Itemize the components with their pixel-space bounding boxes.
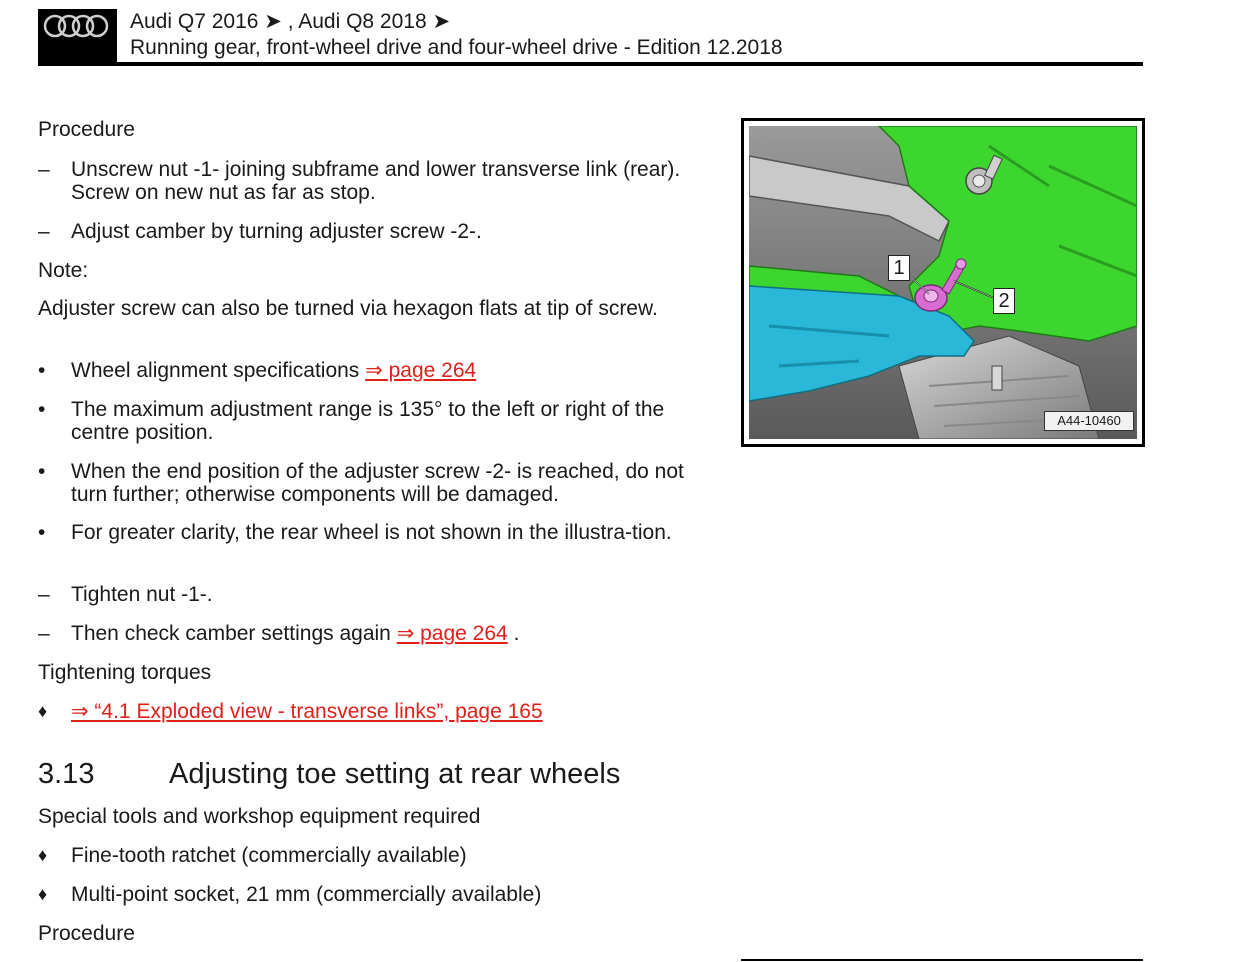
diamond-marker: ♦ [38, 845, 48, 865]
bullet-text: For greater clarity, the rear wheel is not shown in the illustra-tion. [71, 521, 672, 544]
document-header [38, 6, 1143, 66]
tightening-torques-label: Tightening torques [38, 661, 212, 684]
step-text: Tighten nut -1-. [71, 583, 213, 606]
dash-marker: – [38, 220, 50, 243]
bullet-text: The maximum adjustment range is 135° to the left or right of the centre position. [71, 398, 665, 444]
step-text: Unscrew nut -1- joining subframe and lower transverse link (rear). Screw on new nut as far as stop. [71, 158, 681, 204]
dash-marker: – [38, 622, 50, 645]
step-text: Adjust camber by turning adjuster screw -2-. [71, 220, 482, 243]
step-end-punctuation: . [513, 622, 520, 645]
bullet-marker: • [38, 398, 46, 421]
header-divider [38, 62, 1143, 66]
bullet-text: When the end position of the adjuster screw -2- is reached, do not turn further; otherwise components will be damaged. [71, 460, 684, 506]
header-manual-title: Running gear, front-wheel drive and four-wheel drive - Edition 12.2018 [130, 36, 783, 59]
dash-marker: – [38, 583, 50, 606]
bullet-marker: • [38, 359, 46, 382]
section-title: Adjusting toe setting at rear wheels [169, 758, 621, 790]
diamond-marker: ♦ [38, 884, 48, 904]
tools-label: Special tools and workshop equipment required [38, 805, 481, 828]
dash-marker: – [38, 158, 50, 181]
note-text: Adjuster screw can also be turned via hexagon flats at tip of screw. [38, 297, 658, 320]
figure-code: A44-10460 [1044, 411, 1134, 431]
exploded-view-link[interactable]: ⇒ “4.1 Exploded view - transverse links”, page 165 [71, 700, 543, 723]
section-number: 3.13 [38, 758, 95, 790]
procedure-label: Procedure [38, 118, 135, 141]
camber-adjustment-illustration [741, 118, 1145, 447]
suspension-drawing [749, 126, 1137, 439]
bullet-marker: • [38, 460, 46, 483]
header-model-line: Audi Q7 2016 ➤ , Audi Q8 2018 ➤ [130, 10, 451, 33]
tool-text: Fine-tooth ratchet (commercially available) [71, 844, 467, 867]
tool-text: Multi-point socket, 21 mm (commercially available) [71, 883, 542, 906]
diamond-marker: ♦ [38, 701, 48, 721]
callout-2: 2 [993, 288, 1015, 314]
callout-1: 1 [888, 255, 910, 281]
step-text: Then check camber settings again [71, 622, 391, 645]
footer-divider [741, 959, 1143, 961]
bullet-marker: • [38, 521, 46, 544]
note-label: Note: [38, 259, 89, 282]
page-264-link[interactable]: ⇒ page 264 [365, 359, 477, 382]
procedure-label: Procedure [38, 922, 135, 945]
audi-logo [38, 9, 117, 64]
page-264-link[interactable]: ⇒ page 264 [396, 622, 508, 645]
bullet-text: Wheel alignment specifications [71, 359, 360, 382]
